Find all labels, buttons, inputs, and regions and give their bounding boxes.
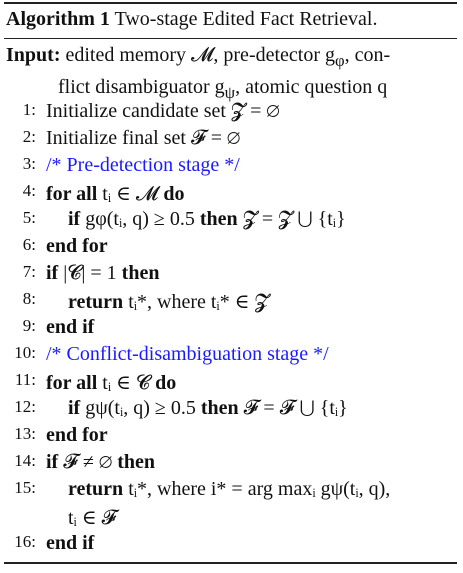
algorithm-input: [6, 42, 446, 106]
input-line2: flict disambiguator g: [58, 76, 225, 98]
input-line1b: , con-: [344, 44, 391, 66]
caption-rule: [4, 38, 457, 39]
input-sub2: ψ: [224, 83, 236, 102]
caption-title: Two-stage Edited Fact Retrieval.: [114, 8, 378, 30]
algorithm-caption: [6, 8, 378, 31]
comment: /* Conflict-disambiguation stage */: [46, 343, 329, 365]
comment: /* Pre-detection stage */: [46, 154, 240, 176]
top-rule: [4, 2, 457, 4]
caption-label: Algorithm 1: [6, 8, 110, 30]
input-label: Input:: [6, 44, 61, 66]
bottom-rule: [4, 562, 457, 564]
input-line1: edited memory 𝓜, pre-detector g: [65, 44, 336, 66]
input-line2b: , atomic question q: [235, 76, 388, 98]
input-sub1: φ: [335, 51, 345, 70]
